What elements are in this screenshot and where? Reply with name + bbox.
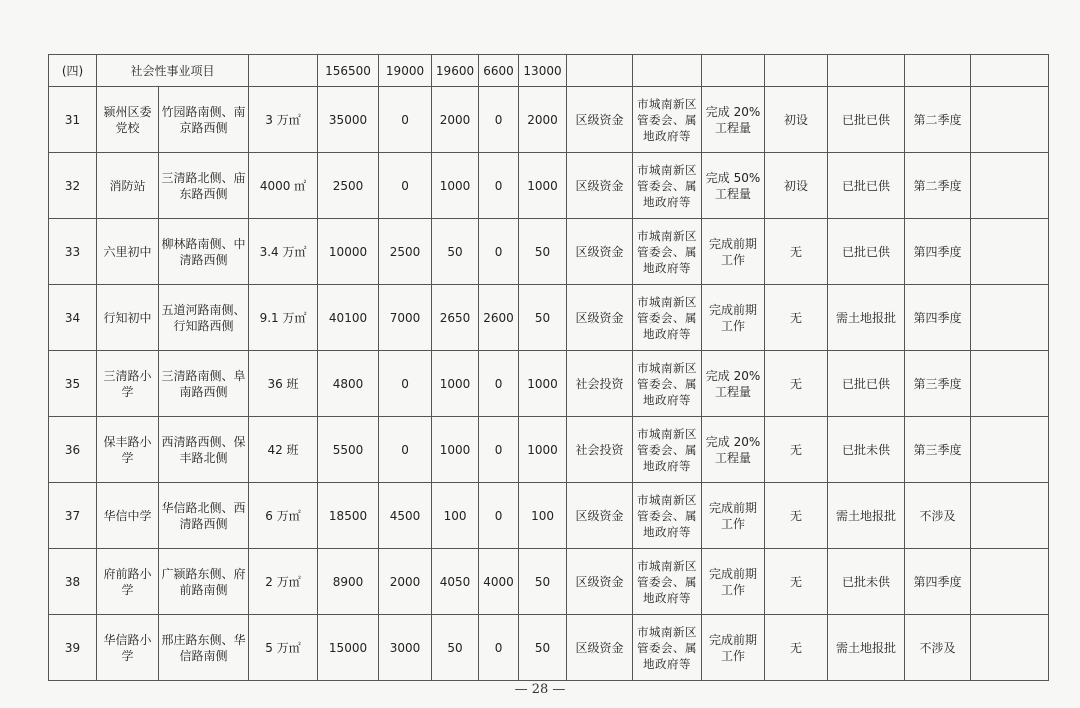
project-name: 行知初中 <box>97 285 159 351</box>
value-c8: 50 <box>519 285 567 351</box>
table-row <box>49 615 1049 681</box>
project-location: 五道河路南侧、行知路西侧 <box>159 285 249 351</box>
fund-source: 区级资金 <box>567 615 633 681</box>
start-time: 第三季度 <box>905 417 971 483</box>
value-c6: 50 <box>432 219 479 285</box>
project-location: 三清路南侧、阜南路西侧 <box>159 351 249 417</box>
row-number: 34 <box>49 285 97 351</box>
fund-source: 区级资金 <box>567 549 633 615</box>
empty-cell <box>828 55 905 87</box>
row-number: 31 <box>49 87 97 153</box>
project-table <box>48 54 1049 681</box>
section-c6: 19600 <box>432 55 479 87</box>
empty-cell <box>249 55 318 87</box>
value-c5: 0 <box>379 153 432 219</box>
empty-cell <box>702 55 765 87</box>
design-phase: 无 <box>765 483 828 549</box>
project-scale: 3 万㎡ <box>249 87 318 153</box>
project-name: 三清路小学 <box>97 351 159 417</box>
total-investment: 5500 <box>318 417 379 483</box>
project-name: 府前路小学 <box>97 549 159 615</box>
project-name: 消防站 <box>97 153 159 219</box>
row-number: 39 <box>49 615 97 681</box>
value-c6: 50 <box>432 615 479 681</box>
responsible-unit: 市城南新区管委会、属地政府等 <box>633 219 702 285</box>
empty-cell <box>633 55 702 87</box>
empty-cell <box>971 87 1049 153</box>
start-time: 第三季度 <box>905 351 971 417</box>
row-number: 33 <box>49 219 97 285</box>
value-c7: 0 <box>479 615 519 681</box>
empty-cell <box>971 153 1049 219</box>
table-row <box>49 153 1049 219</box>
start-time: 不涉及 <box>905 615 971 681</box>
value-c8: 50 <box>519 219 567 285</box>
value-c8: 100 <box>519 483 567 549</box>
total-investment: 40100 <box>318 285 379 351</box>
value-c6: 1000 <box>432 417 479 483</box>
annual-goal: 完成前期工作 <box>702 285 765 351</box>
fund-source: 区级资金 <box>567 483 633 549</box>
value-c7: 0 <box>479 219 519 285</box>
start-time: 第四季度 <box>905 219 971 285</box>
value-c5: 3000 <box>379 615 432 681</box>
design-phase: 无 <box>765 285 828 351</box>
value-c6: 1000 <box>432 351 479 417</box>
section-index: (四) <box>49 55 97 87</box>
responsible-unit: 市城南新区管委会、属地政府等 <box>633 417 702 483</box>
project-scale: 42 班 <box>249 417 318 483</box>
project-location: 三清路北侧、庙东路西侧 <box>159 153 249 219</box>
empty-cell <box>765 55 828 87</box>
land-status: 已批未供 <box>828 417 905 483</box>
annual-goal: 完成 20% 工程量 <box>702 87 765 153</box>
empty-cell <box>971 285 1049 351</box>
project-location: 西清路西侧、保丰路北侧 <box>159 417 249 483</box>
empty-cell <box>971 549 1049 615</box>
value-c7: 0 <box>479 417 519 483</box>
responsible-unit: 市城南新区管委会、属地政府等 <box>633 351 702 417</box>
land-status: 需土地报批 <box>828 285 905 351</box>
design-phase: 无 <box>765 549 828 615</box>
row-number: 38 <box>49 549 97 615</box>
fund-source: 区级资金 <box>567 87 633 153</box>
value-c6: 1000 <box>432 153 479 219</box>
design-phase: 无 <box>765 219 828 285</box>
row-number: 37 <box>49 483 97 549</box>
row-number: 32 <box>49 153 97 219</box>
responsible-unit: 市城南新区管委会、属地政府等 <box>633 615 702 681</box>
value-c5: 2000 <box>379 549 432 615</box>
project-location: 邢庄路东侧、华信路南侧 <box>159 615 249 681</box>
value-c8: 1000 <box>519 153 567 219</box>
empty-cell <box>905 55 971 87</box>
annual-goal: 完成前期工作 <box>702 483 765 549</box>
responsible-unit: 市城南新区管委会、属地政府等 <box>633 285 702 351</box>
value-c5: 0 <box>379 417 432 483</box>
land-status: 需土地报批 <box>828 615 905 681</box>
total-investment: 15000 <box>318 615 379 681</box>
project-scale: 9.1 万㎡ <box>249 285 318 351</box>
project-name: 华信中学 <box>97 483 159 549</box>
row-number: 36 <box>49 417 97 483</box>
annual-goal: 完成 20% 工程量 <box>702 417 765 483</box>
value-c7: 0 <box>479 351 519 417</box>
empty-cell <box>567 55 633 87</box>
total-investment: 18500 <box>318 483 379 549</box>
fund-source: 区级资金 <box>567 285 633 351</box>
table-row <box>49 285 1049 351</box>
project-location: 竹园路南侧、南京路西侧 <box>159 87 249 153</box>
table-row <box>49 417 1049 483</box>
design-phase: 无 <box>765 615 828 681</box>
design-phase: 无 <box>765 351 828 417</box>
empty-cell <box>971 483 1049 549</box>
section-c8: 13000 <box>519 55 567 87</box>
start-time: 第四季度 <box>905 549 971 615</box>
annual-goal: 完成 20% 工程量 <box>702 351 765 417</box>
section-name: 社会性事业项目 <box>97 55 249 87</box>
section-row <box>49 55 1049 87</box>
total-investment: 4800 <box>318 351 379 417</box>
project-scale: 2 万㎡ <box>249 549 318 615</box>
responsible-unit: 市城南新区管委会、属地政府等 <box>633 483 702 549</box>
fund-source: 社会投资 <box>567 417 633 483</box>
value-c7: 2600 <box>479 285 519 351</box>
total-investment: 10000 <box>318 219 379 285</box>
annual-goal: 完成前期工作 <box>702 549 765 615</box>
value-c5: 2500 <box>379 219 432 285</box>
section-c7: 6600 <box>479 55 519 87</box>
project-scale: 5 万㎡ <box>249 615 318 681</box>
value-c5: 7000 <box>379 285 432 351</box>
start-time: 不涉及 <box>905 483 971 549</box>
land-status: 已批已供 <box>828 351 905 417</box>
value-c7: 0 <box>479 483 519 549</box>
start-time: 第四季度 <box>905 285 971 351</box>
value-c8: 50 <box>519 615 567 681</box>
table-row <box>49 219 1049 285</box>
total-investment: 8900 <box>318 549 379 615</box>
land-status: 已批已供 <box>828 87 905 153</box>
project-scale: 3.4 万㎡ <box>249 219 318 285</box>
project-name: 颍州区委党校 <box>97 87 159 153</box>
value-c7: 0 <box>479 87 519 153</box>
total-investment: 2500 <box>318 153 379 219</box>
empty-cell <box>971 219 1049 285</box>
empty-cell <box>971 417 1049 483</box>
start-time: 第二季度 <box>905 153 971 219</box>
fund-source: 区级资金 <box>567 153 633 219</box>
project-scale: 4000 ㎡ <box>249 153 318 219</box>
value-c8: 1000 <box>519 351 567 417</box>
land-status: 已批未供 <box>828 549 905 615</box>
project-name: 华信路小学 <box>97 615 159 681</box>
responsible-unit: 市城南新区管委会、属地政府等 <box>633 153 702 219</box>
project-name: 保丰路小学 <box>97 417 159 483</box>
project-location: 柳林路南侧、中清路西侧 <box>159 219 249 285</box>
empty-cell <box>971 55 1049 87</box>
land-status: 需土地报批 <box>828 483 905 549</box>
value-c8: 50 <box>519 549 567 615</box>
empty-cell <box>971 615 1049 681</box>
value-c7: 4000 <box>479 549 519 615</box>
section-total: 156500 <box>318 55 379 87</box>
responsible-unit: 市城南新区管委会、属地政府等 <box>633 549 702 615</box>
page-number: — 28 — <box>514 682 566 697</box>
project-scale: 36 班 <box>249 351 318 417</box>
value-c7: 0 <box>479 153 519 219</box>
table-row <box>49 483 1049 549</box>
fund-source: 区级资金 <box>567 219 633 285</box>
value-c6: 100 <box>432 483 479 549</box>
value-c5: 0 <box>379 351 432 417</box>
table-row <box>49 87 1049 153</box>
annual-goal: 完成前期工作 <box>702 219 765 285</box>
value-c6: 2000 <box>432 87 479 153</box>
design-phase: 初设 <box>765 153 828 219</box>
fund-source: 社会投资 <box>567 351 633 417</box>
land-status: 已批已供 <box>828 153 905 219</box>
value-c6: 4050 <box>432 549 479 615</box>
responsible-unit: 市城南新区管委会、属地政府等 <box>633 87 702 153</box>
value-c8: 1000 <box>519 417 567 483</box>
value-c5: 0 <box>379 87 432 153</box>
empty-cell <box>971 351 1049 417</box>
annual-goal: 完成前期工作 <box>702 615 765 681</box>
design-phase: 无 <box>765 417 828 483</box>
total-investment: 35000 <box>318 87 379 153</box>
design-phase: 初设 <box>765 87 828 153</box>
table-row <box>49 549 1049 615</box>
row-number: 35 <box>49 351 97 417</box>
project-location: 华信路北侧、西清路西侧 <box>159 483 249 549</box>
value-c5: 4500 <box>379 483 432 549</box>
annual-goal: 完成 50% 工程量 <box>702 153 765 219</box>
land-status: 已批已供 <box>828 219 905 285</box>
value-c8: 2000 <box>519 87 567 153</box>
project-location: 广颍路东侧、府前路南侧 <box>159 549 249 615</box>
start-time: 第二季度 <box>905 87 971 153</box>
section-c5: 19000 <box>379 55 432 87</box>
project-name: 六里初中 <box>97 219 159 285</box>
table-row <box>49 351 1049 417</box>
value-c6: 2650 <box>432 285 479 351</box>
project-scale: 6 万㎡ <box>249 483 318 549</box>
